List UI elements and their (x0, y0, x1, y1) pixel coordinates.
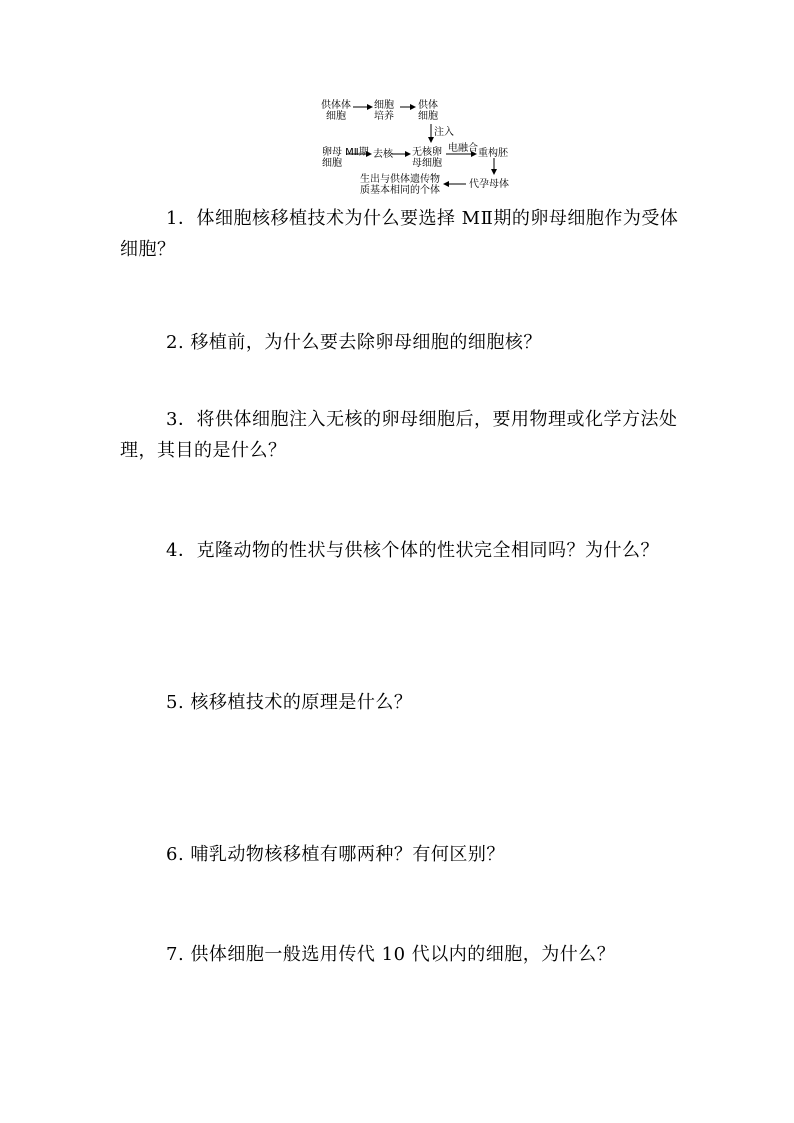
nuclear-transfer-flow-diagram (316, 94, 536, 194)
question-3: 3．将供体细胞注入无核的卵母细胞后，要用物理或化学方法处理，其目的是什么？ (120, 409, 678, 461)
label-donor-somatic-cell: 供体体 细胞 (321, 100, 351, 122)
label-reconstructed-embryo: 重构胚 (478, 148, 508, 159)
label-enucleate: 去核 (373, 149, 393, 160)
label-surrogate-mother: 代孕母体 (469, 179, 509, 190)
question-5: 5. 核移植技术的原理是什么？ (166, 692, 413, 713)
label-inject: 注入 (434, 127, 454, 138)
question-2: 2. 移植前，为什么要去除卵母细胞的细胞核？ (166, 332, 542, 353)
label-cell-culture: 细胞 培养 (374, 100, 394, 122)
label-donor-cell: 供体 细胞 (418, 100, 438, 122)
label-oocyte: 卵母 MⅡ期 细胞 (322, 147, 369, 169)
label-offspring: 生出与供体遗传物 质基本相同的个体 (360, 174, 440, 196)
label-electrofusion: 电融合 (448, 143, 478, 154)
question-1: 1．体细胞核移植技术为什么要选择 MⅡ期的卵母细胞作为受体细胞？ (120, 208, 679, 260)
question-6: 6. 哺乳动物核移植有哪两种？有何区别？ (166, 844, 505, 865)
question-7: 7. 供体细胞一般选用传代 10 代以内的细胞，为什么？ (166, 944, 616, 965)
question-4: 4．克隆动物的性状与供核个体的性状完全相同吗？为什么？ (166, 540, 659, 561)
label-enucleated-oocyte: 无核卵 母细胞 (412, 147, 442, 169)
